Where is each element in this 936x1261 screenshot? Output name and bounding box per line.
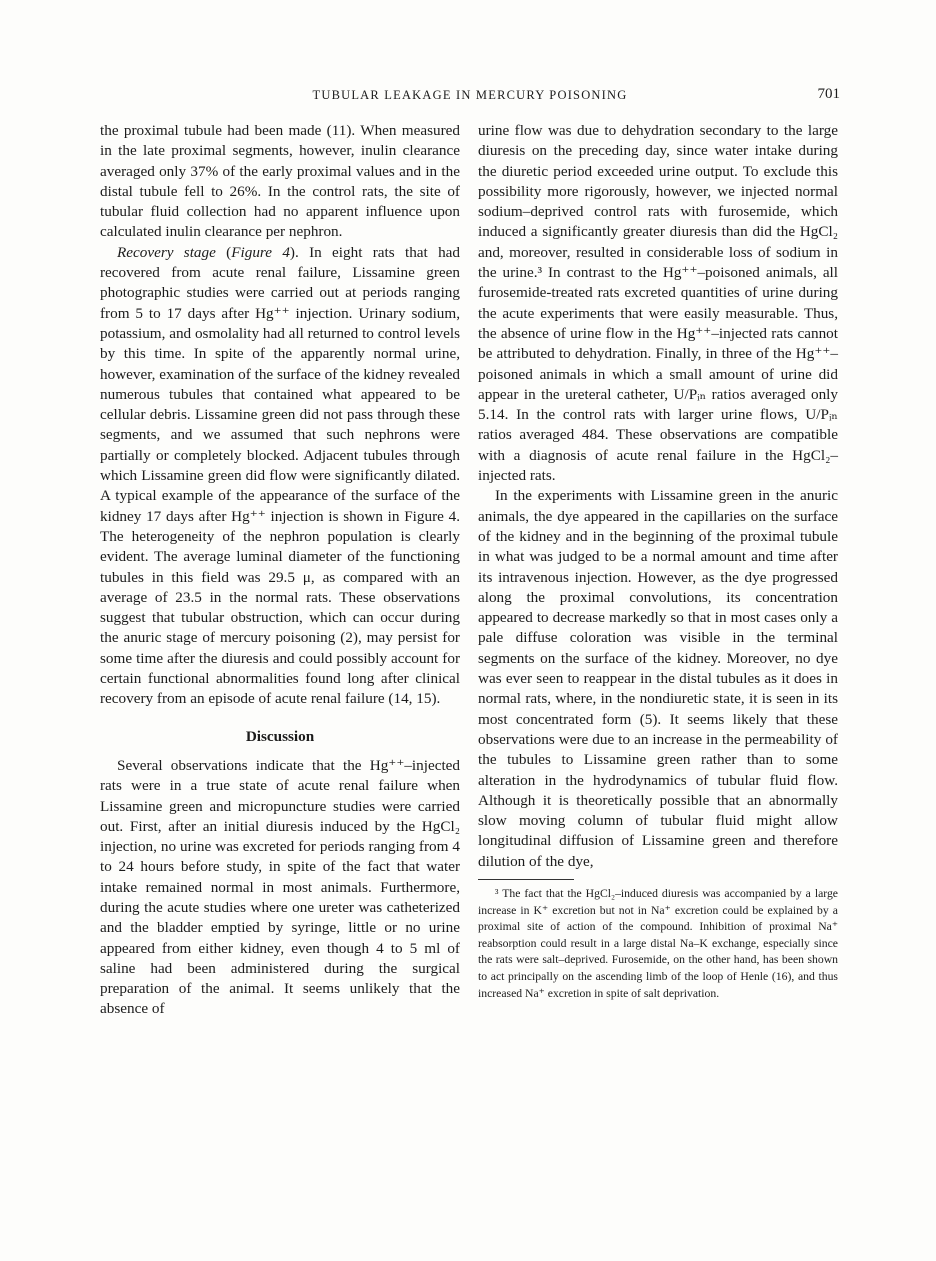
paragraph-continuation: the proximal tubule had been made (11). When measured in the late proximal segments, however, inulin clearance averaged only 37% of the early proximal values and in the distal tubule fell to 26%. In the control rats, the site of tubular fluid collection had no apparent influence upon calculated inulin clearance per nephron. [100,122,460,241]
paragraph-continuation: urine flow was due to dehydration secondary to the large diuresis on the preceding day, since water intake during the diuretic period exceeded urine output. To exclude this possibility more rigorously, however, we injected normal sodium–deprived control rats with furosemide, which induced a significantly greater diuresis than did the HgCl₂ and, moreover, resulted in considerable loss of sodium in the urine.³ In contrast to the Hg⁺⁺–poisoned animals, all furosemide-treated rats excreted quantities of urine during the acute experiments that were easily measurable. Thus, the absence of urine flow in the Hg⁺⁺–injected rats cannot be attributed to dehydration. Finally, in three of the Hg⁺⁺–poisoned animals in which a small amount of urine did appear in the ureteral catheter, U/Pᵢₙ ratios averaged only 5.14. In the control rats with larger urine flows, U/Pᵢₙ ratios averaged 484. These observations are compatible with a diagnosis of acute renal failure in the HgCl₂–injected rats. [478,122,838,485]
running-title: TUBULAR LEAKAGE IN MERCURY POISONING [312,88,628,102]
paragraph-recovery-stage [100,243,460,710]
figure-ref: Figure 4 [231,243,290,261]
footnote-rule [478,879,574,880]
paragraph-discussion: Several observations indicate that the Hg⁺⁺–injected rats were in a true state of acute renal failure when Lissamine green and micropuncture studies were carried out. First, after an initial diuresis induced by the HgCl₂ injection, no urine was excreted for periods ranging from 4 to 24 hours before study, in spite of the fact that water intake remained normal in most animals. Furthermore, during the acute studies where one ureter was catheterized and the bladder emptied by syringe, little or no urine appeared from either kidney, even though 4 to 5 ml of saline had been administered during the surgical preparation of the animal. It seems unlikely that the absence of [100,756,460,1018]
paragraph-recovery-text: In eight rats that had recovered from acute renal failure, Lissamine green photographic studies were carried out at periods ranging from 5 to 17 days after Hg⁺⁺ injection. Urinary sodium, potassium, and osmolality had all returned to control levels by this time. In spite of the apparently normal urine, however, examination of the surface of the kidney revealed numerous tubules that contained what appeared to be cellular debris. Lissamine green did not pass through these segments, and we assumed that such nephrons were partially or completely blocked. Adjacent tubules through which Lissamine green did flow were significantly dilated. A typical example of the appearance of the surface of the kidney 17 days after Hg⁺⁺ injection is shown in Figure 4. The heterogeneity of the nephron population is clearly evident. The average luminal diameter of the functioning tubules in this field was 29.5 μ, as compared with an average of 23.5 in the normal rats. These observations suggest that tubular obstruction, which can occur during the anuric stage of mercury poisoning (2), may persist for some time after the diuresis and could possibly account for certain functional abnormalities found long after clinical recovery from an episode of acute renal failure (14, 15). [100,243,460,708]
section-heading-discussion: Discussion [245,727,315,745]
running-head [100,86,840,108]
footnote: ³ The fact that the HgCl₂–induced diuresis was accompanied by a large increase in K⁺ excretion but not in Na⁺ excretion could be explained by a proximal site of action of the compound. Inhibition of proximal Na⁺ reabsorption could result in a large distal Na–K exchange, especially since the rats were salt–deprived. Furosemide, on the other hand, has been shown to act principally on the ascending limb of the loop of Henle (16), and thus increased Na⁺ excretion in spite of salt deprivation. [478,886,838,1000]
right-column [478,121,838,1002]
page-number: 701 [817,86,840,102]
figure-ref-open: ( [215,243,232,261]
left-column [100,121,460,1020]
paragraph-lissamine: In the experiments with Lissamine green in the anuric animals, the dye appeared in the capillaries on the surface of the kidney and in the beginning of the proximal tubule in what was judged to be a normal amount and time after its intravenous injection. However, as the dye progressed along the proximal convolutions, its concentration appeared to decrease markedly so that in most cases only a pale diffuse coloration was visible in the terminal segments on the surface of the kidney. Moreover, no dye was ever seen to reappear in the distal tubules as it does in normal rats, where, in the nondiuretic state, it is seen in its most concentrated form (5). It seems likely that these observations were due to an increase in the permeability of the tubules to Lissamine green rather than to some alteration in the hydrodynamics of tubular fluid flow. Although it is theoretically possible that an abnormally slow moving column of tubular fluid might allow longitudinal diffusion of Lissamine green and therefore dilution of the dye, [478,487,838,870]
figure-ref-close: ). [289,243,299,261]
subsection-label: Recovery stage [117,243,216,261]
